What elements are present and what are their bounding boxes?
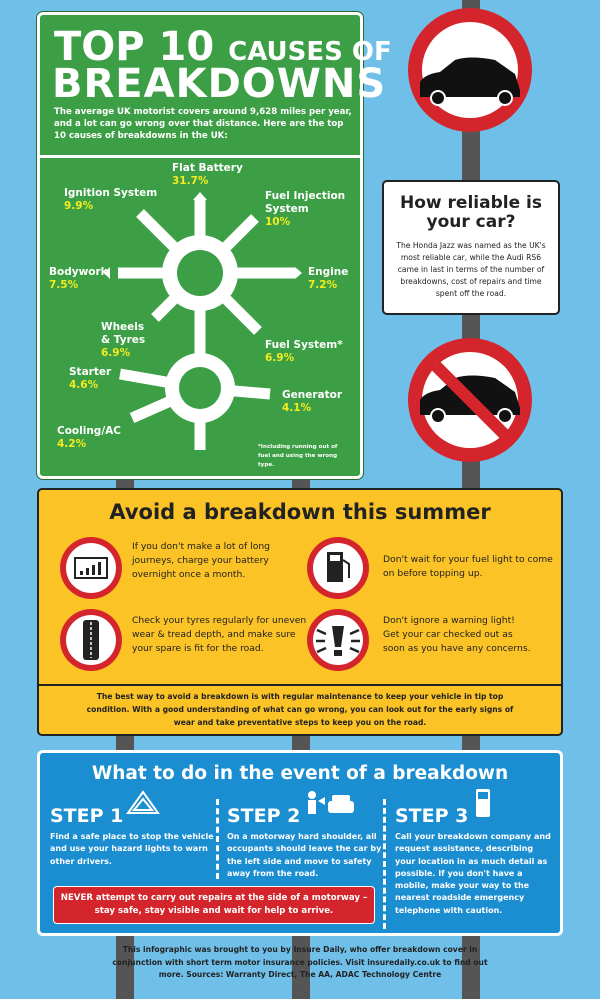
avoid-title: Avoid a breakdown this summer [109,500,491,524]
cause-flat-battery: Flat Battery 31.7% [172,162,243,187]
event-title: What to do in the event of a breakdown [91,763,509,784]
title-big: TOP 10 [54,24,215,70]
title-small: CAUSES OF [228,37,392,67]
step-separator [216,799,219,879]
step2-text: On a motorway hard shoulder, all occupants should leave the car by the left side and move to safety away from the road. [227,832,382,878]
mobile-phone-icon [476,789,490,817]
tip-warning-light: Don't ignore a warning light! Get your car checked out as soon as you have any concerns. [383,615,531,654]
divider [39,684,561,686]
fuel-pump-icon [307,537,369,599]
avoid-breakdown-sign [37,488,563,736]
cause-fuel-system: Fuel System* 6.9% [265,339,343,364]
tip-tyres: Check your tyres regularly for uneven wear & tread depth, and make sure your spare is fit for the road. [132,615,307,654]
step3-text: Call your breakdown company and request assistance, describing your location in as much detail as possible. If you don't have a mobile, make your way to the nearest roadside emergency telephone with caution. [395,832,551,915]
tyre-icon [60,609,122,671]
reliability-text: The Honda Jazz was named as the UK's most reliable car, while the Audi RS6 came in last in terms of the number of breakdowns, cost of repairs and time spent off the road. [396,241,546,298]
title-line2: BREAKDOWNS [52,61,387,107]
cause-generator: Generator 4.1% [282,389,343,414]
never-repair-warning: NEVER attempt to carry out repairs at the side of a motorway – stay safe, stay visible and wait for help to arrive. [53,886,375,924]
battery-icon [60,537,122,599]
reliability-title: How reliable is your car? [400,193,542,232]
person-leaving-car-icon [308,791,354,814]
cause-engine: Engine 7.2% [308,266,349,291]
cause-cooling: Cooling/AC 4.2% [57,425,121,450]
hazard-triangle-icon [128,792,158,813]
tip-fuel: Don't wait for your fuel light to come on before topping up. [383,554,553,579]
cause-fuel-injection: Fuel Injection System 10% [265,190,346,228]
step2-label: STEP 2 [227,805,301,827]
avoid-summary: The best way to avoid a breakdown is with regular maintenance to keep your vehicle in tip top condition. With a good understanding of what can go wrong, you can look out for the early signs of wear and take preventative steps to keep you on the road. [86,692,514,727]
cause-bodywork: Bodywork 7.5% [49,266,108,291]
cause-starter: Starter 4.6% [69,366,112,391]
cause-wheels-tyres: Wheels & Tyres 6.9% [101,321,146,359]
intro-text: The average UK motorist covers around 9,628 miles per year, and a lot can go wrong over that distance. Here are the top 10 causes of breakdowns in the UK: [54,107,352,141]
footnote: *Including running out of fuel and using the wrong type. [258,444,338,468]
step3-label: STEP 3 [395,805,469,827]
step1-text: Find a safe place to stop the vehicle and use your hazard lights to warn other drivers. [50,832,214,866]
reliability-box [382,180,560,315]
step-separator [383,799,386,929]
warning-light-icon [307,609,369,671]
event-sign [37,750,563,936]
step1-label: STEP 1 [50,805,124,827]
tip-battery: If you don't make a lot of long journeys, charge your battery overnight once a month. [132,541,270,580]
credit-text: This infographic was brought to you by Insure Daily, who offer breakdown cover in conjunction with short term motor insurance policies. Visit insuredaily.co.uk to find out more. Sources: Warranty Direct, The AA, ADAC Technology Centre [112,945,488,979]
cause-ignition: Ignition System 9.9% [64,187,158,212]
